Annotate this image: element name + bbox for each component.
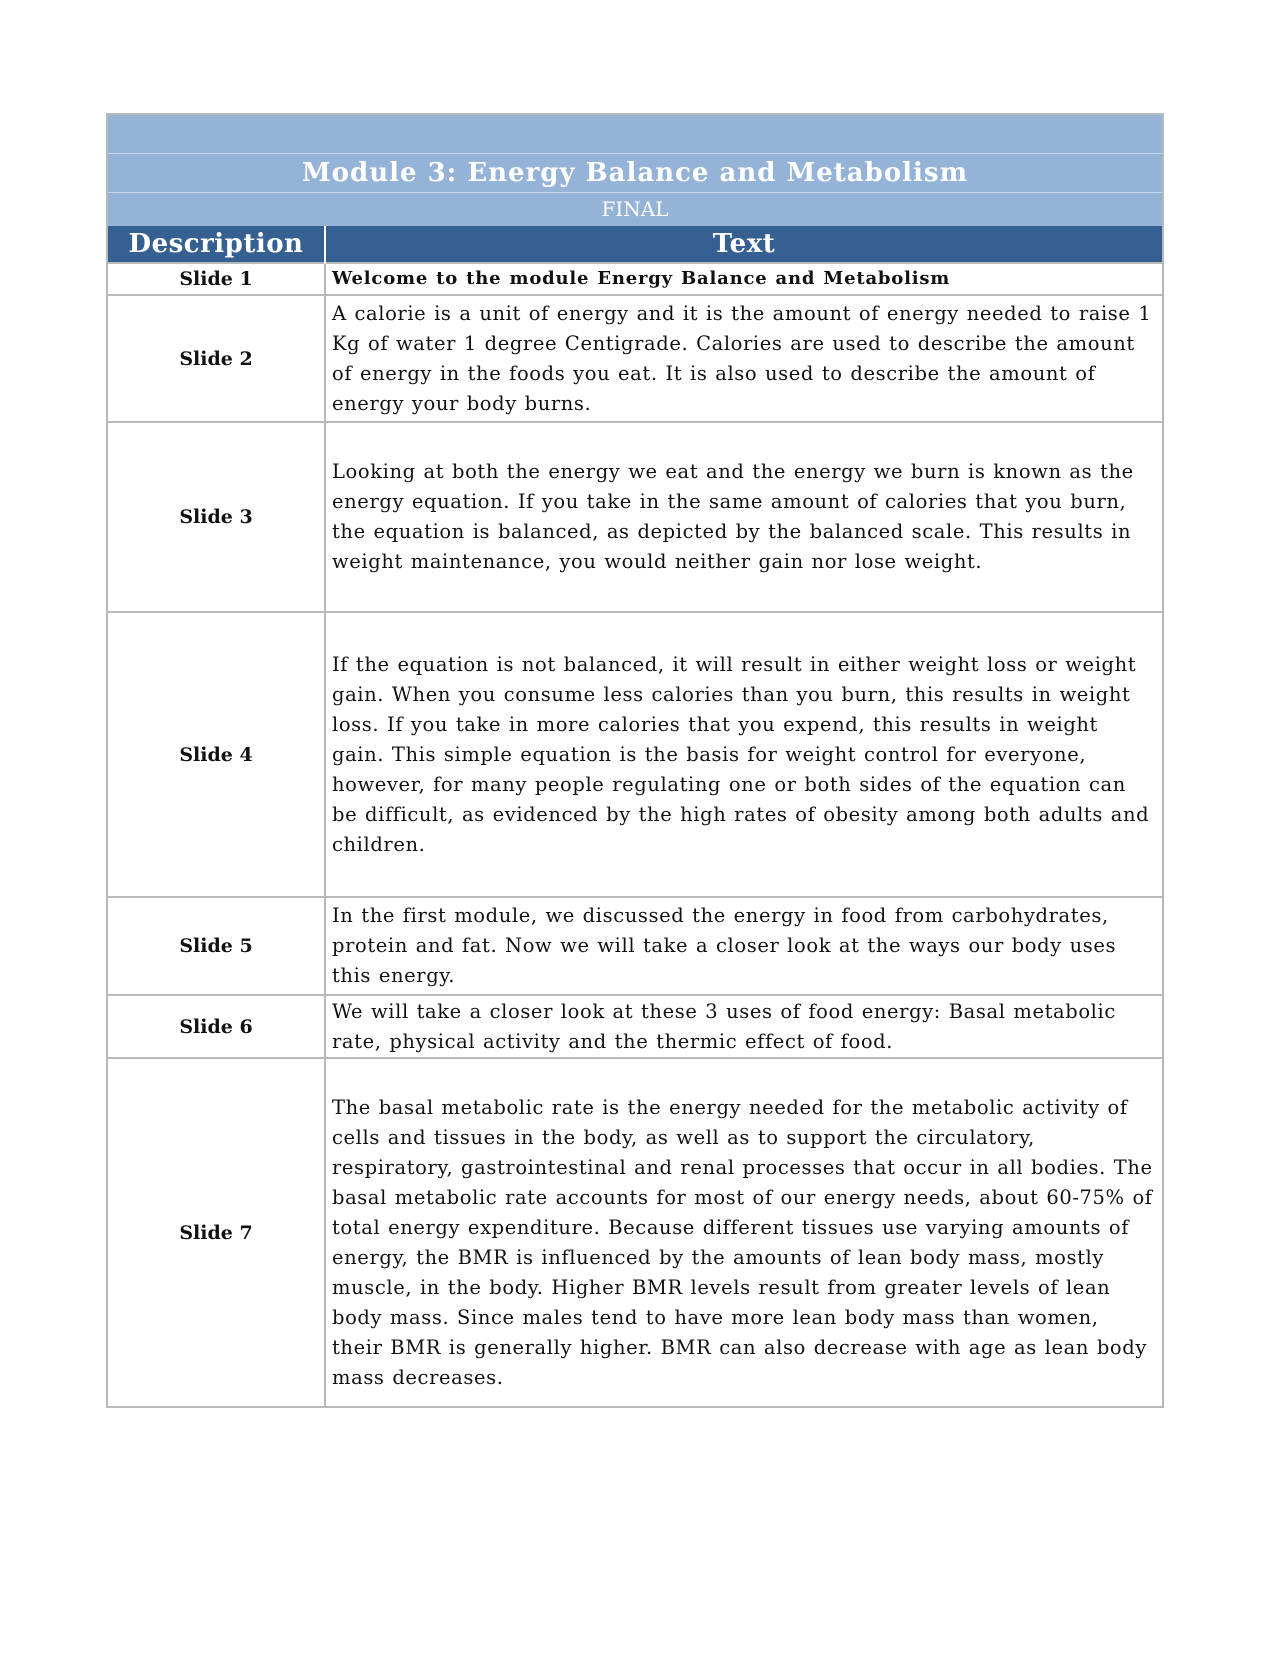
table-row	[108, 995, 1162, 1058]
slide-label: Slide 3	[108, 422, 325, 612]
table-row	[108, 263, 1162, 295]
header-band-empty	[108, 115, 1162, 154]
table-row	[108, 295, 1162, 422]
module-script-sheet	[106, 113, 1164, 1408]
slide-text: If the equation is not balanced, it will result in either weight loss or weight gain. When you consume less calories than you burn, this results in weight loss. If you take in more calories that you expend, this results in weight gain. This simple equation is the basis for weight control for everyone, however, for many people regulating one or both sides of the equation can be difficult, as evidenced by the high rates of obesity among both adults and children.	[325, 612, 1162, 897]
slide-label: Slide 1	[108, 263, 325, 295]
slide-label: Slide 4	[108, 612, 325, 897]
slide-text: Looking at both the energy we eat and the energy we burn is known as the energy equation. If you take in the same amount of calories that you burn, the equation is balanced, as depicted by the balanced scale. This results in weight maintenance, you would neither gain nor lose weight.	[325, 422, 1162, 612]
slide-text: A calorie is a unit of energy and it is the amount of energy needed to raise 1 Kg of water 1 degree Centigrade. Calories are used to describe the amount of energy in the foods you eat. It is also used to describe the amount of energy your body burns.	[325, 295, 1162, 422]
column-header-text: Text	[325, 226, 1162, 263]
slide-text: We will take a closer look at these 3 uses of food energy: Basal metabolic rate, physical activity and the thermic effect of food.	[325, 995, 1162, 1058]
column-header-description: Description	[108, 226, 325, 263]
slide-label: Slide 5	[108, 897, 325, 995]
status-subtitle: FINAL	[108, 193, 1162, 226]
module-title: Module 3: Energy Balance and Metabolism	[108, 154, 1162, 193]
slide-text: Welcome to the module Energy Balance and Metabolism	[325, 263, 1162, 295]
slide-label: Slide 7	[108, 1058, 325, 1406]
table-row	[108, 1058, 1162, 1406]
slide-label: Slide 2	[108, 295, 325, 422]
table-row	[108, 422, 1162, 612]
slide-label: Slide 6	[108, 995, 325, 1058]
slide-text-table	[108, 226, 1162, 1406]
table-header-row	[108, 226, 1162, 263]
table-row	[108, 612, 1162, 897]
slide-text: In the first module, we discussed the energy in food from carbohydrates, protein and fat. Now we will take a closer look at the ways our body uses this energy.	[325, 897, 1162, 995]
table-row	[108, 897, 1162, 995]
slide-text: The basal metabolic rate is the energy needed for the metabolic activity of cells and tissues in the body, as well as to support the circulatory, respiratory, gastrointestinal and renal processes that occur in all bodies. The basal metabolic rate accounts for most of our energy needs, about 60-75% of total energy expenditure. Because different tissues use varying amounts of energy, the BMR is influenced by the amounts of lean body mass, mostly muscle, in the body. Higher BMR levels result from greater levels of lean body mass. Since males tend to have more lean body mass than women, their BMR is generally higher. BMR can also decrease with age as lean body mass decreases.	[325, 1058, 1162, 1406]
